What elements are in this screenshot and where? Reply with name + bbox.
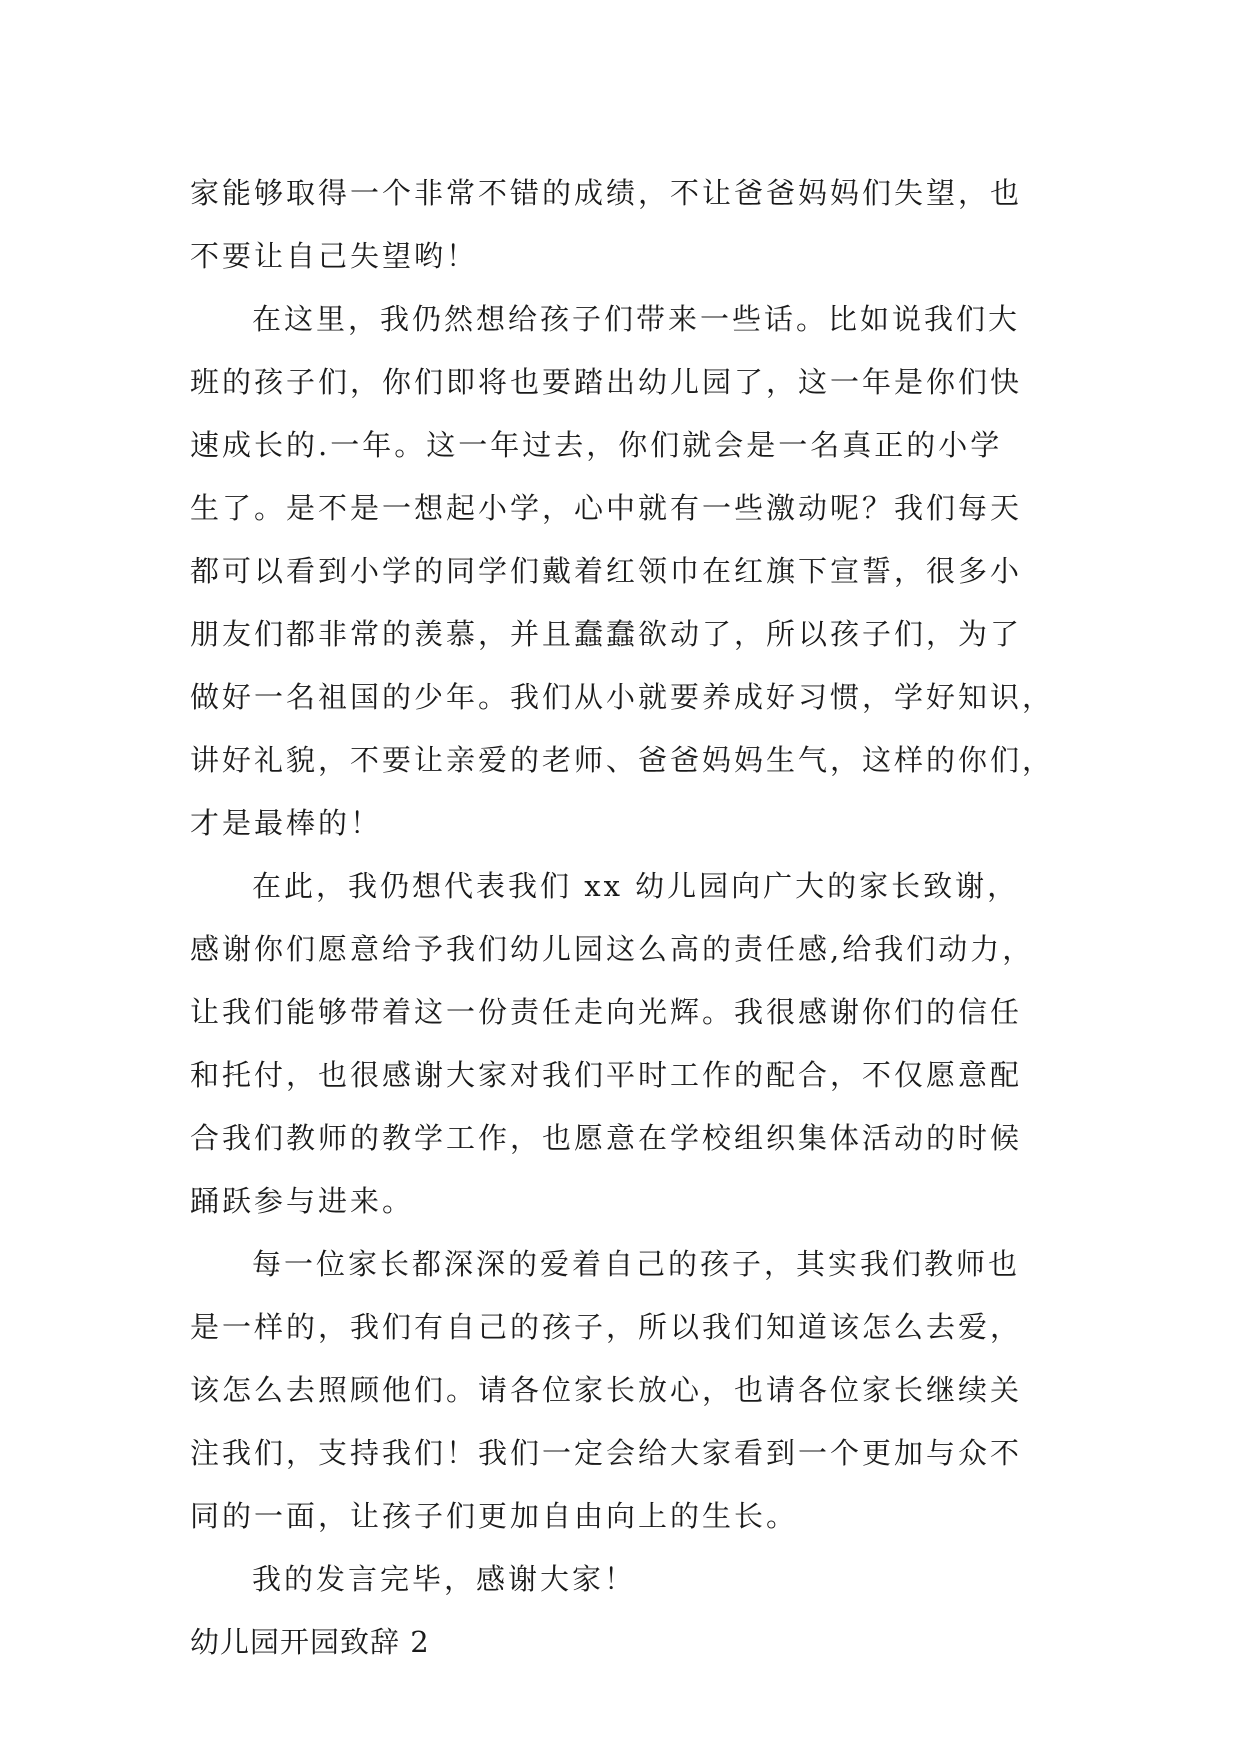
paragraph-line: 和托付，也很感谢大家对我们平时工作的配合，不仅愿意配: [190, 1058, 1023, 1092]
paragraph-line: 该怎么去照顾他们。请各位家长放心，也请各位家长继续关: [190, 1373, 1023, 1407]
paragraph-line: 每一位家长都深深的爱着自己的孩子，其实我们教师也: [252, 1247, 1021, 1281]
paragraph-line: 生了。是不是一想起小学，心中就有一些激动呢？我们每天: [190, 491, 1023, 525]
paragraph: [190, 1548, 1060, 1611]
paragraph-line: 是一样的，我们有自己的孩子，所以我们知道该怎么去爱，: [190, 1310, 1023, 1344]
paragraph-line: 同的一面，让孩子们更加自由向上的生长。: [190, 1499, 799, 1533]
paragraph-line: 合我们教师的教学工作，也愿意在学校组织集体活动的时候: [190, 1121, 1023, 1155]
paragraph-line: 朋友们都非常的羡慕，并且蠢蠢欲动了，所以孩子们，为了: [190, 617, 1023, 651]
paragraph-line: 做好一名祖国的少年。我们从小就要养成好习惯，学好知识，: [190, 680, 1055, 714]
paragraph-line: 班的孩子们，你们即将也要踏出幼儿园了，这一年是你们快: [190, 365, 1023, 399]
paragraph-line: 家能够取得一个非常不错的成绩，不让爸爸妈妈们失望，也: [190, 176, 1023, 210]
paragraph: [190, 162, 1060, 288]
paragraph-line: 注我们，支持我们！我们一定会给大家看到一个更加与众不: [190, 1436, 1023, 1470]
paragraph-line: 速成长的.一年。这一年过去，你们就会是一名真正的小学: [190, 428, 1003, 462]
paragraph-line: 在这里，我仍然想给孩子们带来一些话。比如说我们大: [252, 302, 1021, 336]
paragraph: [190, 1233, 1060, 1548]
paragraph: [190, 288, 1060, 855]
paragraph-line: 我的发言完毕，感谢大家！: [252, 1562, 637, 1596]
paragraph-line: 都可以看到小学的同学们戴着红领巾在红旗下宣誓，很多小: [190, 554, 1023, 588]
paragraph: [190, 855, 1060, 1233]
paragraph-line: 让我们能够带着这一份责任走向光辉。我很感谢你们的信任: [190, 995, 1023, 1029]
paragraph-line: 踊跃参与进来。: [190, 1184, 415, 1218]
paragraph-line: 讲好礼貌，不要让亲爱的老师、爸爸妈妈生气，这样的你们，: [190, 743, 1055, 777]
section-heading: 幼儿园开园致辞 2: [190, 1625, 430, 1659]
document-body: [190, 162, 1060, 1674]
paragraph-line: 在此，我仍想代表我们 xx 幼儿园向广大的家长致谢，: [252, 869, 1020, 903]
paragraph-line: 不要让自己失望哟！: [190, 239, 479, 273]
paragraph-line: 才是最棒的！: [190, 806, 383, 840]
paragraph-line: 感谢你们愿意给予我们幼儿园这么高的责任感,给我们动力，: [190, 932, 1035, 966]
